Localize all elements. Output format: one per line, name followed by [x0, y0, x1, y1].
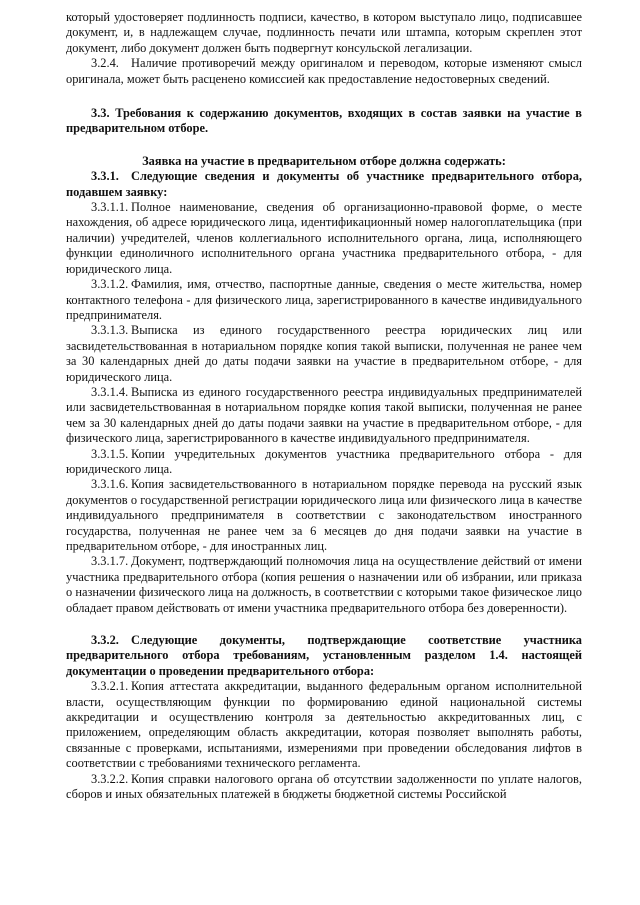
clause-text: Фамилия, имя, отчество, паспортные данные, сведения о месте жительства, номер контактного телефона - для физического лица, зарегистрированного в качестве индивидуального предпринимателя.	[66, 277, 582, 322]
clause-3-3-1-1	[66, 200, 582, 277]
clause-number: 3.3.1.7.	[91, 554, 129, 569]
clause-number: 3.3.1.3.	[91, 323, 129, 338]
clause-number: 3.2.4.	[91, 56, 119, 71]
clause-number: 3.3.1.6.	[91, 477, 129, 492]
clause-number: 3.3.1.4.	[91, 384, 129, 399]
clause-number: 3.3.1.	[91, 169, 119, 184]
clause-text: Полное наименование, сведения об организационно-правовой форме, о месте нахождения, об адресе юридического лица, идентификационный номер налогоплательщика (при наличии) учредителей, членов коллегиального исполнительного органа, лица, исполняющего функции единоличного исполнительного органа участника предварительного отбора, - для юридического лица.	[66, 200, 582, 276]
clause-3-3-2-2	[66, 772, 582, 803]
lead-heading: Заявка на участие в предварительном отборе должна содержать:	[142, 153, 506, 168]
clause-number: 3.3.2.1.	[91, 679, 129, 694]
clause-text: Копия аттестата аккредитации, выданного федеральным органом исполнительной власти, осуществляющим функции по формированию единой национальной системы аккредитации и осуществлению контроля за деятельностью аккредитованных лиц, с приложением, определяющим область аккредитации, которая позволяет выполнять работы, связанные с проверками, испытаниями, измерениями при проведении обследования лифтов в соответствии с требованиями технического регламента.	[66, 679, 582, 771]
clause-text: Копии учредительных документов участника предварительного отбора - для юридического лица.	[66, 446, 582, 476]
clause-number: 3.3.1.1.	[91, 200, 129, 215]
clause-3-3-2-1	[66, 679, 582, 771]
clause-number: 3.3.1.5.	[91, 446, 129, 461]
clause-text: Следующие документы, подтверждающие соответствие участника предварительного отбора требованиям, установленным разделом 1.4. настоящей документации о проведении предварительного отбора:	[66, 633, 582, 678]
clause-3-3-1-4	[66, 385, 582, 447]
section-heading-3-3: 3.3. Требования к содержанию документов, входящих в состав заявки на участие в предварительном отборе.	[66, 106, 582, 136]
clause-text: Выписка из единого государственного реестра индивидуальных предпринимателей или засвидетельствованная в нотариальном порядке копия такой выписки, полученная не ранее чем за 30 календарных дней до даты подачи заявки на участие в предварительном отборе, - для физического лица, зарегистрированного в качестве индивидуального предпринимателя.	[66, 384, 582, 446]
clause-text: Копия засвидетельствованного в нотариальном порядке перевода на русский язык документов о государственной регистрации юридического лица или физического лица в качестве индивидуального предпринимателя в соответствии с законодательством иностранного государства, полученная не ранее чем за 6 месяцев до дня подачи заявки на участие в предварительном отборе, - для иностранных лиц.	[66, 477, 582, 553]
clause-text: Выписка из единого государственного реестра юридических лиц или засвидетельствованная в нотариальном порядке копия такой выписки, полученная не ранее чем за 30 календарных дней до даты подачи заявки на участие в предварительном отборе, - для юридического лица.	[66, 323, 582, 384]
clause-text: Следующие сведения и документы об участнике предварительного отбора, подавшем заявку:	[66, 169, 582, 199]
paragraph-3-2-4	[66, 56, 582, 87]
clause-text: Документ, подтверждающий полномочия лица на осуществление действий от имени участника предварительного отбора (копия решения о назначении или об избрании, или приказа о назначении физического лица на должность, в соответствии с которыми такое физическое лицо обладает правом действовать от имени участника предварительного отбора без доверенности).	[66, 554, 582, 615]
paragraph-continuation: который удостоверяет подлинность подписи, качество, в котором выступало лицо, подписавшее документ, и, в надлежащем случае, подлинность печати или штампа, которым скреплен этот документ, либо документ должен быть подвергнут консульской легализации.	[66, 10, 582, 55]
clause-number: 3.3.2.	[91, 633, 119, 648]
clause-3-3-1-5	[66, 447, 582, 478]
clause-3-3-1-2	[66, 277, 582, 323]
subsection-heading-3-3-2	[66, 633, 582, 679]
clause-text: Наличие противоречий между оригиналом и переводом, которые изменяют смысл оригинала, может быть расценено комиссией как предоставление недостоверных сведений.	[66, 56, 582, 86]
subsection-heading-3-3-1	[66, 169, 582, 200]
clause-3-3-1-7	[66, 554, 582, 616]
clause-3-3-1-6	[66, 477, 582, 554]
clause-3-3-1-3	[66, 323, 582, 385]
clause-number: 3.3.2.2.	[91, 771, 129, 786]
clause-text: Копия справки налогового органа об отсутствии задолженности по уплате налогов, сборов и иных обязательных платежей в бюджеты бюджетной системы Российской	[66, 771, 582, 802]
clause-number: 3.3.1.2.	[91, 277, 129, 292]
